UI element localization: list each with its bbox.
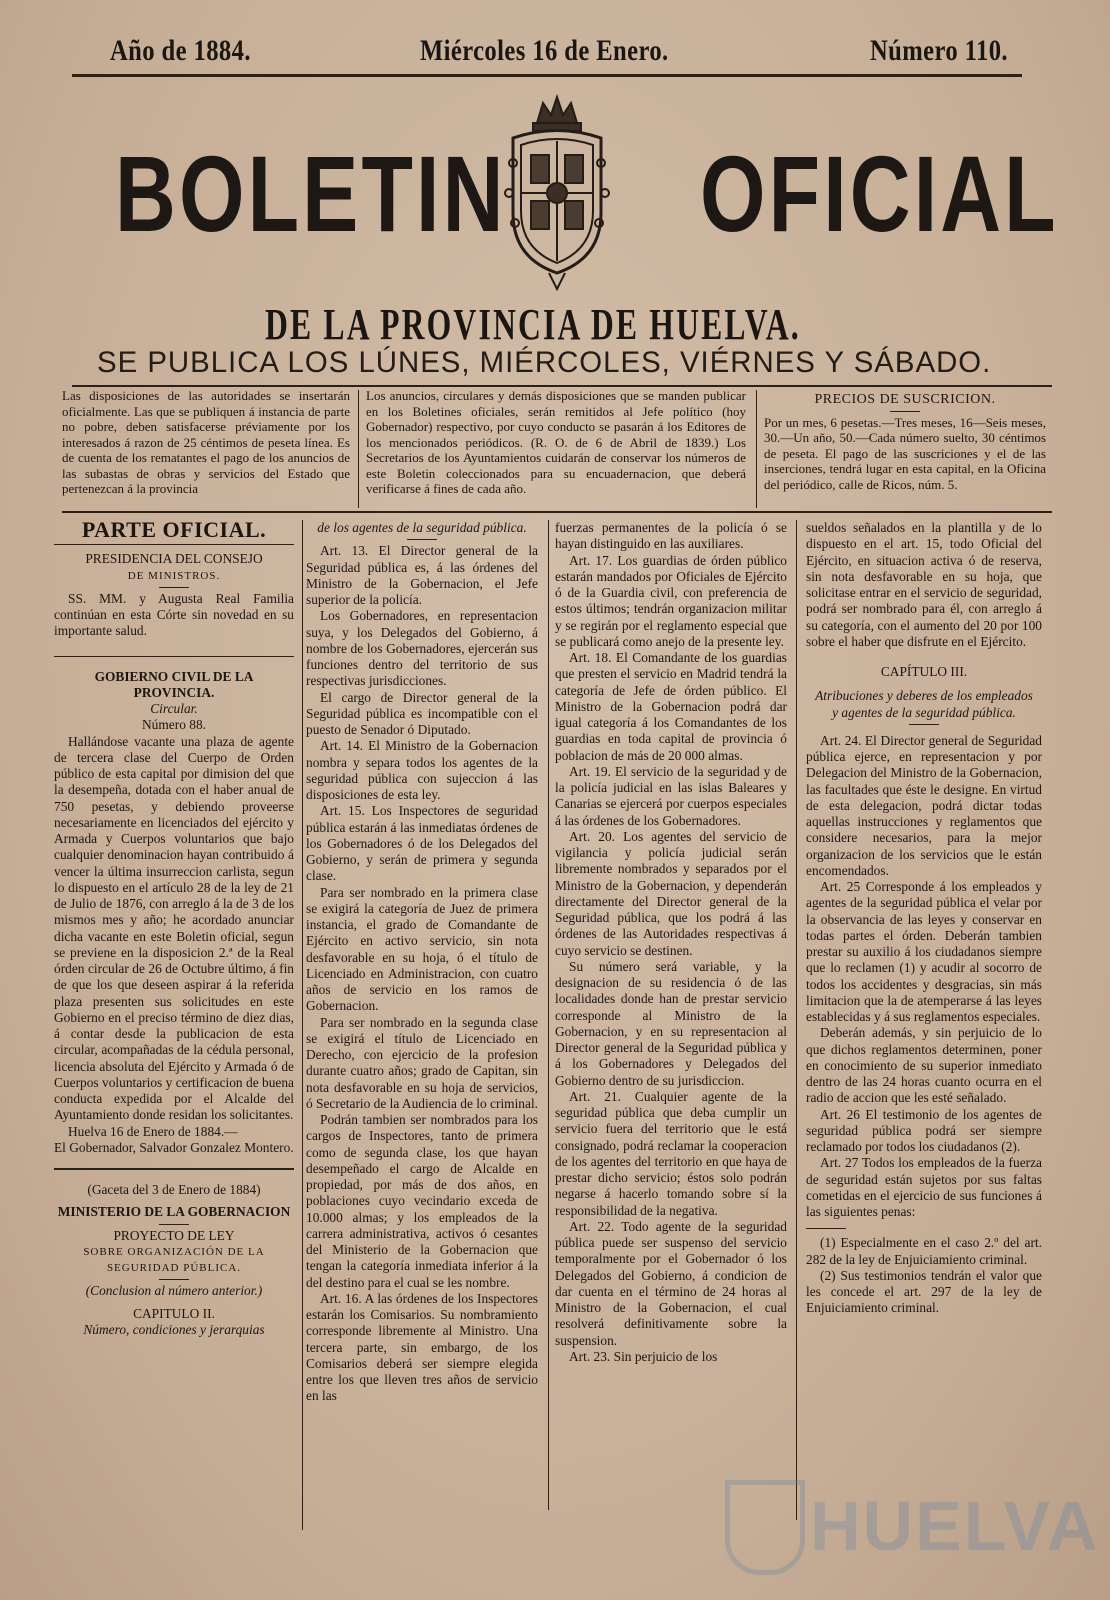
masthead-left: BOLETIN	[115, 133, 507, 254]
art-25-p2: Deberán además, y sin perjuicio de lo que dichos reglamentos determinen, poner en conocimiento de su superior inmediato dentro de las 24 horas cuanto ocurra en el radio de accion que les esté señalado.	[806, 1025, 1042, 1106]
notice-divider-1	[358, 390, 359, 508]
notices-bottom-rule	[62, 511, 1052, 513]
art-23: Art. 23. Sin perjuicio de los	[569, 1348, 718, 1364]
separator	[54, 656, 294, 657]
circular-heading: Circular.	[150, 701, 198, 716]
column-1	[54, 517, 294, 1338]
conclusion-note: (Conclusion al número anterior.)	[85, 1283, 263, 1299]
art-15: Art. 15. Los Inspectores de seguridad pública estarán á las inmediatas órdenes de los Gobernadores ó de los Delegados del Gobierno, y serán de primera y segunda clase.	[306, 803, 538, 884]
atribuciones-heading: Atribuciones y deberes de los empleados y agentes de la seguridad pública.	[815, 688, 1033, 720]
art-26: Art. 26 El testimonio de los agentes de seguridad pública podrá ser siempre reclamado por todos los ciudadanos (2).	[806, 1106, 1042, 1154]
art-15-p3: Para ser nombrado en la segunda clase se exigirá el título de Licenciado en Derecho, con ejercicio de la profesion durante cuatro años; grado de Capitan, sin nota desfavorable en su hoja de servicios, ó Secretario de la Audiencia de lo criminal.	[306, 1014, 539, 1111]
coat-of-arms-emblem	[493, 93, 621, 293]
footnote-1: (1) Especialmente en el caso 2.º del art. 282 de la ley de Enjuiciamiento criminal.	[806, 1235, 1042, 1267]
art-27: Art. 27 Todos los empleados de la fuerza de seguridad están sujetos por sus faltas cometidas en el ejercicio de sus funciones á las siguientes penas:	[806, 1155, 1042, 1219]
signature-name: El Gobernador, Salvador Gonzalez Montero.	[54, 1139, 294, 1155]
art-14: Art. 14. El Ministro de la Gobernacion nombra y separa todos los agentes de la seguridad pública con sujeccion á las disposiciones de esta ley.	[306, 738, 538, 802]
notice-right	[764, 392, 1046, 492]
column-divider-1	[302, 520, 303, 1530]
signature-date: Huelva 16 de Enero de 1884.—	[68, 1123, 238, 1139]
notice-middle	[366, 388, 746, 497]
art-13-p3: El cargo de Director general de la Seguridad pública es incompatible con el puesto de Senador ó Diputado.	[306, 689, 538, 737]
subscription-title: PRECIOS DE SUSCRICION.	[814, 392, 996, 407]
dash	[407, 539, 437, 540]
art-17: Art. 17. Los guardias de órden público estarán mandados por Oficiales de Ejército ó de la Guardia civil, con preferencia de estos últimos; tendrán organizacion militar y se regirán por el reglamento especial que se publicará como anejo de la presente ley.	[555, 552, 787, 649]
art-13-p2: Los Gobernadores, en representacion suya, y los Delegados del Gobierno, á nombre de los Gobernadores, ejercerán sus funciones dentro del territorio de sus respectivas jurisdicciones.	[306, 608, 538, 689]
art-15-p4: Podrán tambien ser nombrados para los cargos de Inspectores, tanto de primera como de segunda clase, los que hayan desempeñado el cargo de Alcalde en propiedad, por más de dos años, en poblaciones cuyo vecindario exceda de 10.000 almas; y los empleados de la carrera administrativa, activos ó cesantes del Ministerio de la Gobernacion que tengan la categoría inmediata inferior á la del destino para el cual se les nombre.	[306, 1112, 538, 1290]
separator	[54, 544, 294, 545]
art-15-p2: Para ser nombrado en la primera clase se exigirá la categoría de Juez de primera instancia, el grado de Comandante de Ejército en activo servicio, sin nota desfavorable en su hoja, ó el título de Licenciado en Administracion, con cuatro años de servicio en los ramos de Gobernacion.	[306, 884, 538, 1014]
dash	[159, 587, 189, 588]
title-dash	[890, 411, 920, 412]
notice-left-text: Las disposiciones de las autoridades se insertarán oficialmente. Las que se publiquen á instancia de parte no pobre, deben satisfacerse préviamente por los interesados á razon de 25 céntimos de peseta línea. Es de cuenta de los rematantes el pago de los anuncios de las subastas de obras y servicios del Estado que pertenezcan á la provincia	[62, 388, 350, 496]
column-divider-3	[796, 520, 797, 1520]
circular-body: Hallándose vacante una plaza de agente de tercera clase del Cuerpo de Orden público de esta capital por dimision del que la desempeña, dotada con el haber anual de 750 pesetas, y debiendo proveerse necesariamente en licenciados del ejército y Armada y Cuerpos voluntarios que bajo cualquier denominacion hayan contribuido á vencer la última insurreccion carlista, segun lo dispuesto en el artículo 28 de la ley de 21 de Julio de 1876, con arreglo á la de 3 de los mismos mes y año; he acordado anunciar dicha vacante en este Boletin oficial, segun se previene en la disposicion 2.ª de la Real órden circular de 26 de Octubre último, á fin de que los que deseen aspirar á la referida plaza presenten sus solicitudes en este Gobierno en el preciso término de diez dias, á contar desde la publicacion de esta circular, acompañadas de la cédula personal, licencia absoluta del Ejército y Armada ó de Cuerpos voluntarios y certificacion de buena conducta expedida por el Alcalde del Ayuntamiento donde residan los solicitantes.	[54, 733, 294, 1123]
masthead-right: OFICIAL	[700, 133, 1059, 254]
separator	[54, 1168, 294, 1170]
gobierno-heading: GOBIERNO CIVIL DE LA PROVINCIA.	[94, 668, 254, 700]
ministerio-heading: MINISTERIO DE LA GOBERNACION	[57, 1204, 291, 1220]
column-3	[555, 520, 787, 1365]
art-16: Art. 16. A las órdenes de los Inspectores estarán los Comisarios. Su nombramiento corresponde libremente al Ministro. Una tercera parte, sin embargo, de los Comisarios deberá ser siempre elegida entre los que lleven tres años de servicio en las	[306, 1290, 538, 1404]
dash	[159, 1279, 189, 1280]
notice-left	[62, 388, 350, 497]
notice-divider-2	[756, 390, 757, 508]
footnote-2: (2) Sus testimonios tendrán el valor que les concede el art. 297 de la ley de Enjuiciamiento criminal.	[806, 1267, 1042, 1316]
gaceta-ref: (Gaceta del 3 de Enero de 1884)	[87, 1182, 261, 1197]
watermark-text: HUELVA	[810, 1487, 1100, 1565]
art-25: Art. 25 Corresponde á los empleados y agentes de la seguridad pública el velar por la observancia de las leyes y conservar en todas partes el órden. Deberán tambien prestar su auxilio á los ciudadanos siempre que lo reclamen (1) y acudir al socorro de todos los accidentes y desgracias, sin más limitacion que la de atemperarse á las leyes establecidas y á sus reglamentos especiales.	[806, 879, 1042, 1024]
sobre-heading: SOBRE ORGANIZACIÓN DE LA SEGURIDAD PÚBLICA.	[83, 1245, 265, 1274]
proyecto-heading: PROYECTO DE LEY	[113, 1227, 235, 1243]
ministros-heading: DE MINISTROS.	[127, 569, 221, 582]
publication-schedule: SE PUBLICA LOS LÚNES, MIÉRCOLES, VIÉRNES Y SÁBADO.	[97, 346, 992, 379]
dash	[159, 1224, 189, 1225]
issue-date: Miércoles 16 de Enero.	[420, 34, 669, 67]
art-22: Art. 22. Todo agente de la seguridad pública puede ser suspenso del servicio temporalmente por el Gobernador ó los Delegados del Gobierno, á condicion de dar cuenta en el término de 24 horas al Ministro de la Gobernacion, el cual resolverá definitivamente sobre la suspension.	[555, 1218, 787, 1348]
library-watermark	[700, 1480, 1100, 1570]
art-20: Art. 20. Los agentes del servicio de vigilancia y policía judicial serán libremente nombrados y separados por el Ministro de la Gobernacion, y dependerán directamente del Director general de la Seguridad pública, que los podrá á las órdenes de las Autoridades respectivas á cuyo servicio se destinen.	[555, 828, 787, 958]
issue-year: Año de 1884.	[110, 34, 251, 67]
footnote-rule	[806, 1228, 846, 1229]
art-20-p2: Su número será variable, y la designacion de su residencia ó de las localidades donde han de prestar servicio corresponde al Ministro de la Gobernacion, y en su representacion al Director general de la Seguridad pública y á los Gobernadores y Delegados del Gobierno dentro de su jurisdiccion.	[555, 958, 787, 1088]
art-19: Art. 19. El servicio de la seguridad y de la policía judicial en las islas Baleares y Canarias se ejercerá por cuerpos especiales á las órdenes de los Gobernadores.	[555, 763, 787, 828]
art-21: Art. 21. Cualquier agente de la seguridad pública que deba cumplir un servicio fuera del territorio que le está consignado, podrá reclamar la cooperacion de los agentes del territorio en que haya de prestar dicho servicio; éstos solo podrán negarse á hacerlo tomando sobre sí la responsibilidad de la negativa.	[555, 1088, 787, 1218]
top-rule	[72, 74, 1022, 77]
masthead-subtitle: DE LA PROVINCIA DE HUELVA.	[265, 300, 801, 349]
art-13: Art. 13. El Director general de la Seguridad pública es, á las órdenes del Ministro de la Gobernacion, el Jefe superior de la policía.	[306, 543, 538, 607]
capitulo-3-heading: CAPÍTULO III.	[880, 664, 968, 679]
circular-number: Número 88.	[142, 717, 206, 733]
art-24: Art. 24. El Director general de Seguridad pública ejerce, en representacion y por Delegacion del Ministro de la Gobernacion, las facultades que éste le designe. En virtud de esta delegacion, podrá dictar todas aquellas instrucciones y reglamentos que considere necesarios, para la mejor organizacion de los servicios que le están encomendados.	[806, 732, 1042, 878]
col2-head: de los agentes de la seguridad pública.	[317, 520, 527, 535]
notice-middle-text: Los anuncios, circulares y demás disposiciones que se manden publicar en los Boletines oficiales, serán remitidos al Jefe político (hoy Gobernador) respectivo, por cuyo conducto se pasarán á los Editores de los mencionados periódicos. (R. O. de 6 de Abril de 1839.) Los Secretarios de los Ayuntamientos cuidarán de conservar los números de este Boletin coleccionados para su encuadernacion, que deberá verificarse á fines de cada año.	[366, 388, 746, 496]
watermark-shield-icon	[725, 1480, 805, 1575]
salud-text: SS. MM. y Augusta Real Familia continúan en esta Córte sin novedad en su importante salud.	[54, 590, 294, 639]
numeros-heading: Número, condiciones y jerarquias	[83, 1321, 265, 1337]
col3-continuation: fuerzas permanentes de la policía ó se hayan distinguido en las auxiliares.	[555, 520, 787, 552]
column-2	[306, 520, 538, 1405]
presidencia-heading: PRESIDENCIA DEL CONSEJO	[85, 551, 263, 567]
issue-number: Número 110.	[870, 34, 1008, 67]
subscription-prices: Por un mes, 6 pesetas.—Tres meses, 16—Seis meses, 30.—Un año, 50.—Cada número suelto, 30 céntimos de peseta. El pago de las suscriciones y el de las inserciones, tendrá lugar en esta capital, en la Oficina del periódico, calle de Ricos, núm. 5.	[764, 414, 1046, 492]
masthead-rule	[72, 385, 1052, 387]
column-4	[806, 520, 1042, 1317]
capitulo-2-heading: CAPITULO II.	[133, 1305, 215, 1321]
parte-oficial-heading: PARTE OFICIAL.	[81, 517, 267, 542]
col4-continuation: sueldos señalados en la plantilla y de lo dispuesto en el art. 15, todo Oficial del Ejército, en situacion activa ó de reserva, sin nota desfavorable en su hoja, que solicitase entrar en el servicio de seguridad, podrá ser nombrado para él, con arreglo á su categoría, con el aumento del 20 por 100 sobre el haber que disfrute en el Ejército.	[806, 520, 1042, 649]
column-divider-2	[548, 520, 549, 1510]
dash	[909, 724, 939, 725]
art-18: Art. 18. El Comandante de los guardias que presten el servicio en Madrid tendrá la categoría de Jefe de órden público. El Ministro de la Gobernacion podrá dar igual categoría á los Comandantes de los guardias en toda capital de provincia ó poblacion de más de 20 000 almas.	[555, 650, 787, 763]
